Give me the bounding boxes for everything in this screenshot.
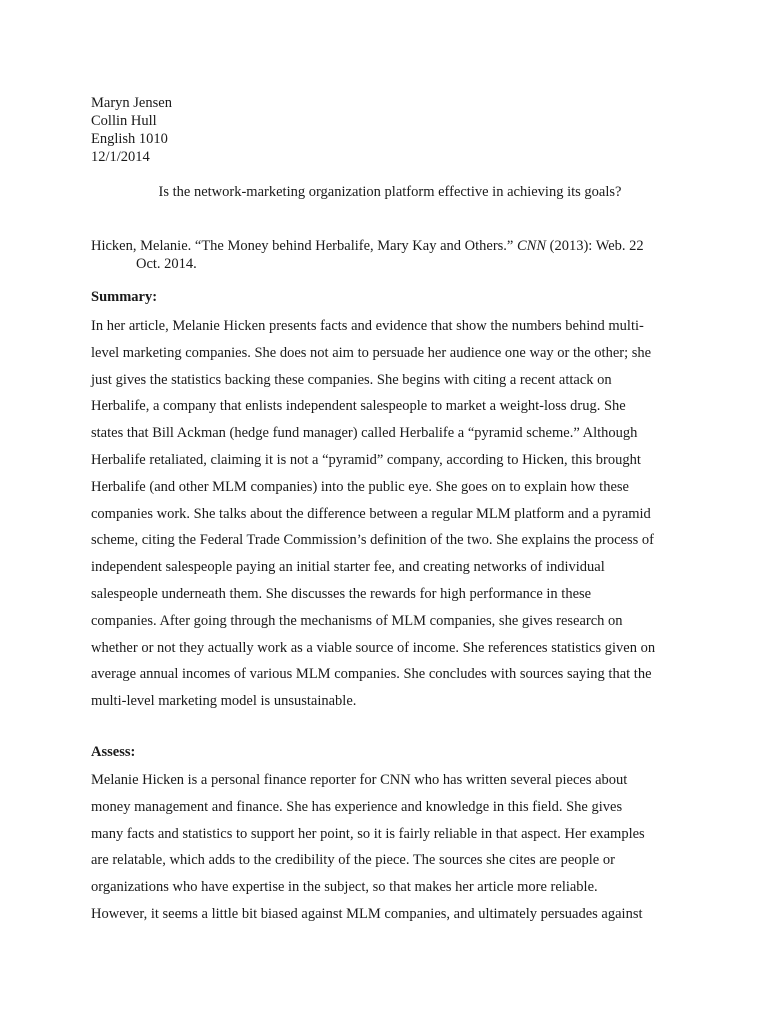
summary-line: states that Bill Ackman (hedge fund manager) called Herbalife a “pyramid scheme.” Although <box>91 425 638 442</box>
summary-line: average annual incomes of various MLM companies. She concludes with sources saying that the <box>91 666 652 683</box>
assess-line: many facts and statistics to support her point, so it is fairly reliable in that aspect. Her examples <box>91 825 645 842</box>
assess-line: organizations who have expertise in the subject, so that makes her article more reliable. <box>91 879 598 896</box>
assess-heading: Assess: <box>91 744 136 760</box>
summary-line: multi-level marketing model is unsustainable. <box>91 693 357 710</box>
summary-line: whether or not they actually work as a viable source of income. She references statistics given on <box>91 639 656 656</box>
summary-line: Herbalife retaliated, claiming it is not a “pyramid” company, according to Hicken, this brought <box>91 451 641 468</box>
course-name: English 1010 <box>91 131 168 147</box>
assess-line: money management and finance. She has experience and knowledge in this field. She gives <box>91 798 623 815</box>
citation-text: Hicken, Melanie. “The Money behind Herbalife, Mary Kay and Others.” <box>91 238 517 254</box>
summary-line: Herbalife, a company that enlists independent salespeople to market a weight-loss drug. She <box>91 398 626 415</box>
summary-line: just gives the statistics backing these companies. She begins with citing a recent attack on <box>91 371 612 388</box>
summary-line: Herbalife (and other MLM companies) into the public eye. She goes on to explain how these <box>91 478 629 495</box>
assess-line: are relatable, which adds to the credibility of the piece. The sources she cites are people or <box>91 852 615 869</box>
summary-line: companies. After going through the mechanisms of MLM companies, she gives research on <box>91 612 623 629</box>
assess-paragraph <box>91 767 691 928</box>
assess-line: However, it seems a little bit biased against MLM companies, and ultimately persuades against <box>91 905 643 922</box>
citation-date: (2013): Web. 22 <box>546 238 644 254</box>
citation-access-date: Oct. 2014. <box>136 256 197 272</box>
essay-title: Is the network-marketing organization platform effective in achieving its goals? <box>158 184 622 200</box>
summary-line: salespeople underneath them. She discusses the rewards for high performance in these <box>91 585 592 602</box>
header-block <box>91 94 172 166</box>
summary-line: scheme, citing the Federal Trade Commission’s definition of the two. She explains the process of <box>91 532 654 549</box>
summary-heading: Summary: <box>91 289 158 305</box>
summary-line: In her article, Melanie Hicken presents facts and evidence that show the numbers behind multi- <box>91 318 644 334</box>
summary-line: level marketing companies. She does not aim to persuade her audience one way or the other; she <box>91 344 652 361</box>
summary-paragraph <box>91 313 691 715</box>
author-name: Maryn Jensen <box>91 95 172 111</box>
instructor-name: Collin Hull <box>91 113 157 129</box>
summary-line: companies work. She talks about the difference between a regular MLM platform and a pyramid <box>91 505 651 522</box>
summary-line: independent salespeople paying an initial starter fee, and creating networks of individual <box>91 559 605 576</box>
date: 12/1/2014 <box>91 149 150 165</box>
citation <box>91 237 691 273</box>
assess-line: Melanie Hicken is a personal finance reporter for CNN who has written several pieces about <box>91 772 628 788</box>
citation-source: CNN <box>517 238 547 254</box>
